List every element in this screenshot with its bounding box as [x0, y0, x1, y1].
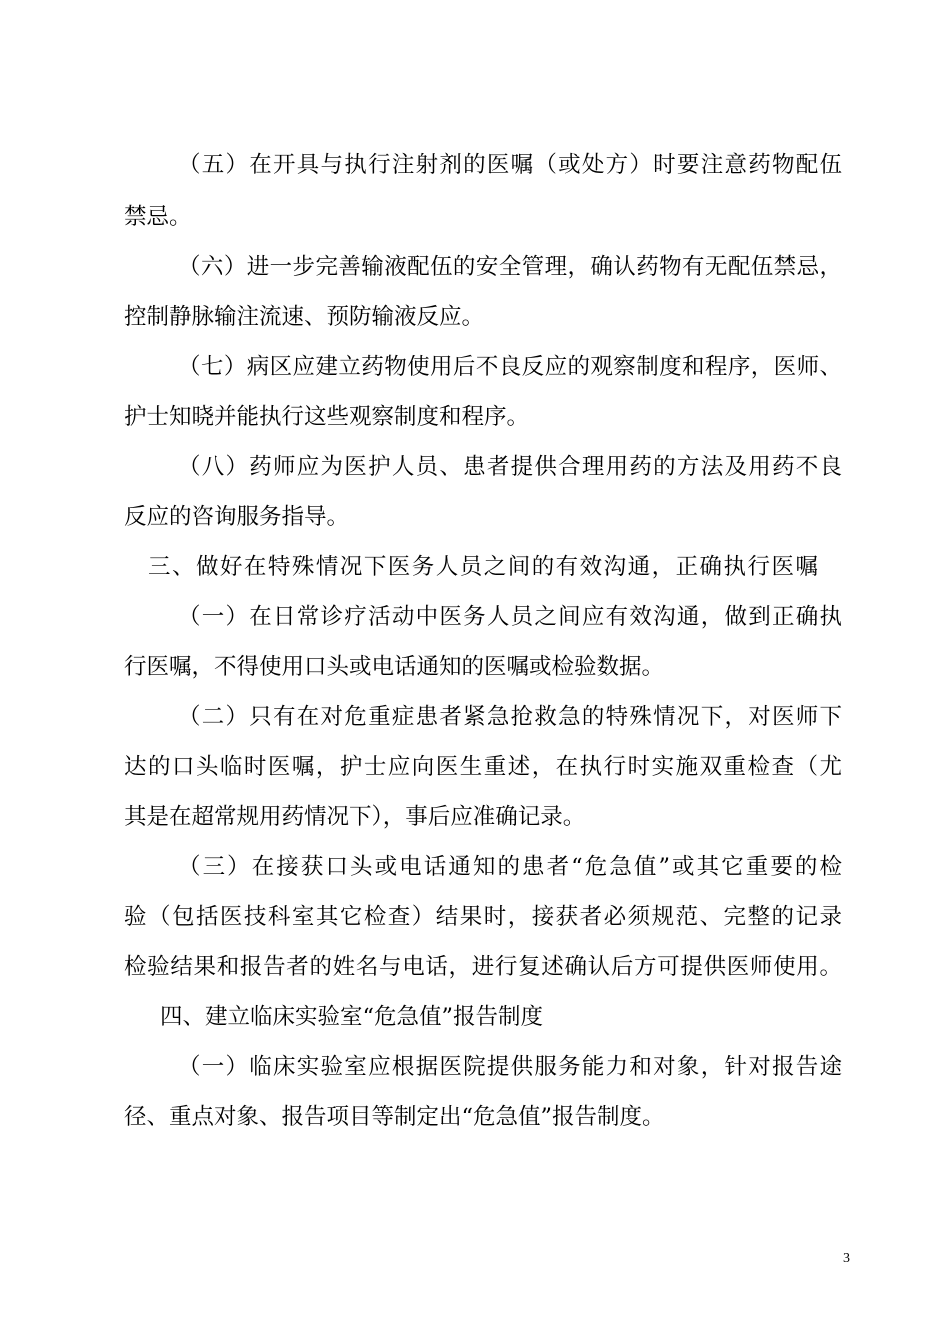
- paragraph-line: （八）药师应为医护人员、患者提供合理用药的方法及用药不良: [178, 454, 842, 480]
- paragraph-line: 检验结果和报告者的姓名与电话，进行复述确认后方可提供医师使用。: [124, 954, 842, 980]
- section-heading: 四、建立临床实验室“危急值”报告制度: [160, 1004, 544, 1030]
- paragraph-line: 验（包括医技科室其它检查）结果时，接获者必须规范、完整的记录: [124, 904, 842, 930]
- paragraph-line: （二）只有在对危重症患者紧急抢救急的特殊情况下，对医师下: [178, 704, 842, 730]
- paragraph-line: 控制静脉输注流速、预防输液反应。: [124, 304, 485, 330]
- paragraph-line: 反应的咨询服务指导。: [124, 504, 350, 530]
- paragraph-line: 禁忌。: [124, 204, 192, 230]
- paragraph-line: 护士知晓并能执行这些观察制度和程序。: [124, 404, 530, 430]
- paragraph-line: 达的口头临时医嘱，护士应向医生重述，在执行时实施双重检查（尤: [124, 754, 842, 780]
- paragraph-line: 径、重点对象、报告项目等制定出“危急值”报告制度。: [124, 1104, 665, 1130]
- paragraph-line: 行医嘱，不得使用口头或电话通知的医嘱或检验数据。: [124, 654, 665, 680]
- paragraph-line: （三）在接获口头或电话通知的患者“危急值”或其它重要的检: [178, 854, 842, 880]
- section-heading: 三、做好在特殊情况下医务人员之间的有效沟通，正确执行医嘱: [148, 554, 818, 580]
- page-number: 3: [843, 1251, 850, 1266]
- paragraph-line: （五）在开具与执行注射剂的医嘱（或处方）时要注意药物配伍: [178, 152, 842, 178]
- paragraph-line: （七）病区应建立药物使用后不良反应的观察制度和程序，医师、: [178, 354, 842, 380]
- paragraph-line: （六）进一步完善输液配伍的安全管理，确认药物有无配伍禁忌，: [178, 254, 842, 280]
- paragraph-line: （一）临床实验室应根据医院提供服务能力和对象，针对报告途: [178, 1054, 842, 1080]
- paragraph-line: 其是在超常规用药情况下），事后应准确记录。: [124, 804, 586, 830]
- paragraph-line: （一）在日常诊疗活动中医务人员之间应有效沟通，做到正确执: [178, 604, 842, 630]
